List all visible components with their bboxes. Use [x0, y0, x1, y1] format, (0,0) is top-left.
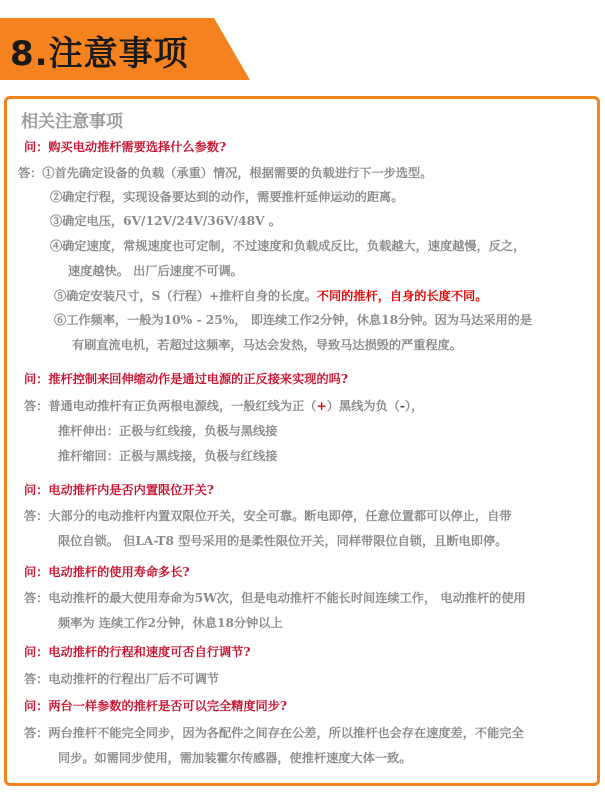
answer-1-line-7: ⑥工作频率，一般为10% - 25%， 即连续工作2分钟，休息18分钟。因为马达采用的是 [54, 313, 533, 327]
question-6: 问：两台一样参数的推杆是否可以完全精度同步? [24, 699, 288, 713]
banner-title: 8.注意事项 [10, 34, 189, 74]
question-3: 问：电动推杆内是否内置限位开关? [24, 483, 214, 497]
plus-sign: + [316, 399, 327, 413]
answer-1-line-6 [54, 287, 487, 304]
answer-3-line-2: 限位自锁。 但LA-T8 型号采用的是柔性限位开关，同样带限位自锁，且断电即停。 [58, 534, 508, 548]
answer-6-line-2: 同步。如需同步使用，需加装霍尔传感器，使推杆速度大体一致。 [58, 751, 412, 765]
answer-2-line-3: 推杆缩回：正极与黑线接，负极与红线接 [58, 449, 278, 463]
answer-1-line-8: 有刷直流电机，若超过这频率，马达会发热，导致马达损毁的严重程度。 [72, 338, 462, 352]
answer-2-line-1-b: ）黑线为负（ [326, 399, 400, 413]
answer-4-line-1: 答：电动推杆的最大使用寿命为5W次，但是电动推杆不能长时间连续工作， 电动推杆的使用 [24, 591, 526, 605]
answer-3-line-1: 答：大部分的电动推杆内置双限位开关，安全可靠。断电即停，任意位置都可以停止，自带 [24, 509, 512, 523]
answer-2-line-1-c: ）， [404, 399, 424, 413]
answer-1-line-5: 速度越快。 出厂后速度不可调。 [68, 264, 243, 278]
answer-1-line-1: 答：①首先确定设备的负载（承重）情况，根据需要的负载进行下一步选型。 [18, 166, 433, 180]
answer-2-line-1 [24, 397, 423, 414]
answer-5-line-1: 答：电动推杆的行程出厂后不可调节 [24, 672, 219, 686]
question-4: 问：电动推杆的使用寿命多长? [24, 565, 190, 579]
question-1: 问：购买电动推杆需要选择什么参数? [24, 140, 227, 154]
section-banner [0, 18, 252, 80]
answer-2-line-2: 推杆伸出：正极与红线接，负极与黑线接 [58, 424, 278, 438]
answer-4-line-2: 频率为 连续工作2分钟，休息18分钟以上 [58, 616, 283, 630]
answer-2-line-1-a: 答：普通电动推杆有正负两根电源线，一般红线为正（ [24, 399, 317, 413]
answer-1-line-6-highlight: 不同的推杆，自身的长度不同。 [316, 289, 488, 303]
minus-sign: - [399, 399, 405, 413]
question-2: 问：推杆控制来回伸缩动作是通过电源的正反接来实现的吗? [24, 372, 349, 386]
question-5: 问：电动推杆的行程和速度可否自行调节? [24, 645, 251, 659]
panel-heading: 相关注意事项 [21, 112, 123, 132]
answer-1-line-4: ④确定速度，常规速度也可定制，不过速度和负载成反比，负载越大，速度越慢，反之， [50, 239, 526, 253]
answer-1-line-2: ②确定行程，实现设备要达到的动作，需要推杆延伸运动的距离。 [50, 190, 404, 204]
answer-1-line-6-text: ⑤确定安装尺寸，S（行程）+推杆自身的长度。 [54, 289, 317, 303]
answer-6-line-1: 答：两台推杆不能完全同步，因为各配件之间存在公差，所以推杆也会存在速度差，不能完全 [24, 726, 524, 740]
answer-1-line-3: ③确定电压，6V/12V/24V/36V/48V 。 [50, 214, 281, 228]
